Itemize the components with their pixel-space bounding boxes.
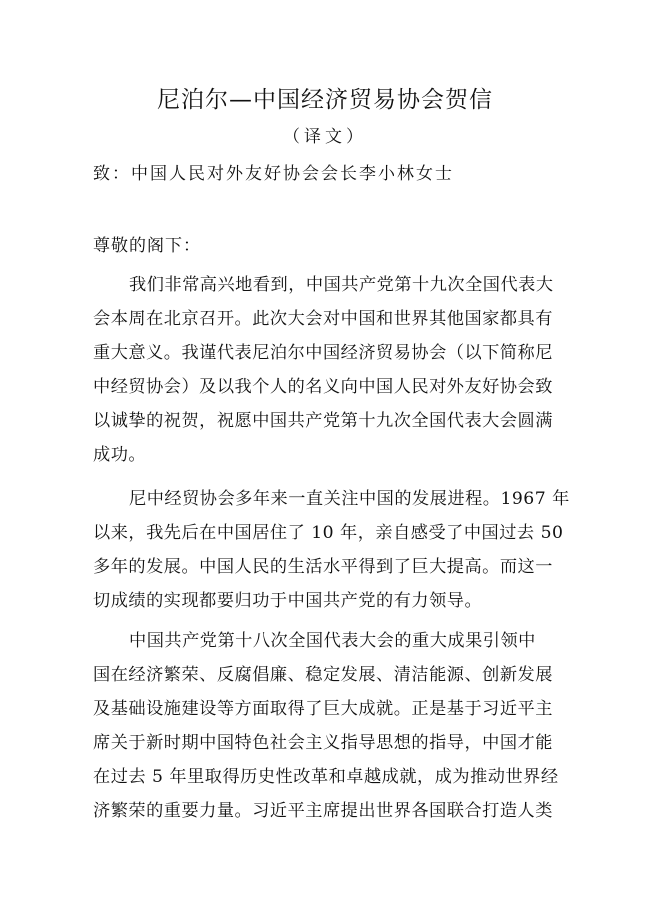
paragraph-line: 成功。 [93,445,147,465]
paragraph-line: 重大意义。我谨代表尼泊尔中国经济贸易协会（以下简称尼 [93,343,553,363]
recipient-line: 致：中国人民对外友好协会会长李小林女士 [93,164,454,184]
paragraph-line: 以诚挚的祝贺，祝愿中国共产党第十九次全国代表大会圆满 [93,411,553,431]
paragraph-line: 济繁荣的重要力量。习近平主席提出世界各国联合打造人类 [93,801,553,821]
paragraph-line: 多年的发展。中国人民的生活水平得到了巨大提高。而这一 [93,557,553,577]
paragraph-line: 以来，我先后在中国居住了 10 年，亲自感受了中国过去 50 [93,523,564,543]
paragraph-3 [93,624,557,828]
paragraph-line: 及基础设施建设等方面取得了巨大成就。正是基于习近平主 [93,699,553,719]
paragraph-line: 尼中经贸协会多年来一直关注中国的发展进程。1967 年 [129,489,570,509]
paragraph-line: 席关于新时期中国特色社会主义指导思想的指导，中国才能 [93,733,553,753]
paragraph-line: 中国共产党第十八次全国代表大会的重大成果引领中 [129,631,536,651]
paragraph-line: 国在经济繁荣、反腐倡廉、稳定发展、清洁能源、创新发展 [93,665,553,685]
paragraph-1 [93,268,557,472]
salutation: 尊敬的阁下： [93,236,201,256]
paragraph-line: 中经贸协会）及以我个人的名义向中国人民对外友好协会致 [93,377,553,397]
paragraph-2 [93,482,570,618]
paragraph-line: 我们非常高兴地看到，中国共产党第十九次全国代表大 [129,275,554,295]
paragraph-line: 会本周在北京召开。此次大会对中国和世界其他国家都具有 [93,309,553,329]
paragraph-line: 在过去 5 年里取得历史性改革和卓越成就，成为推动世界经 [93,767,559,787]
letter-title: 尼泊尔—中国经济贸易协会贺信 [157,87,493,113]
translation-note: （译文） [283,127,367,147]
paragraph-line: 切成绩的实现都要归功于中国共产党的有力领导。 [93,591,483,611]
